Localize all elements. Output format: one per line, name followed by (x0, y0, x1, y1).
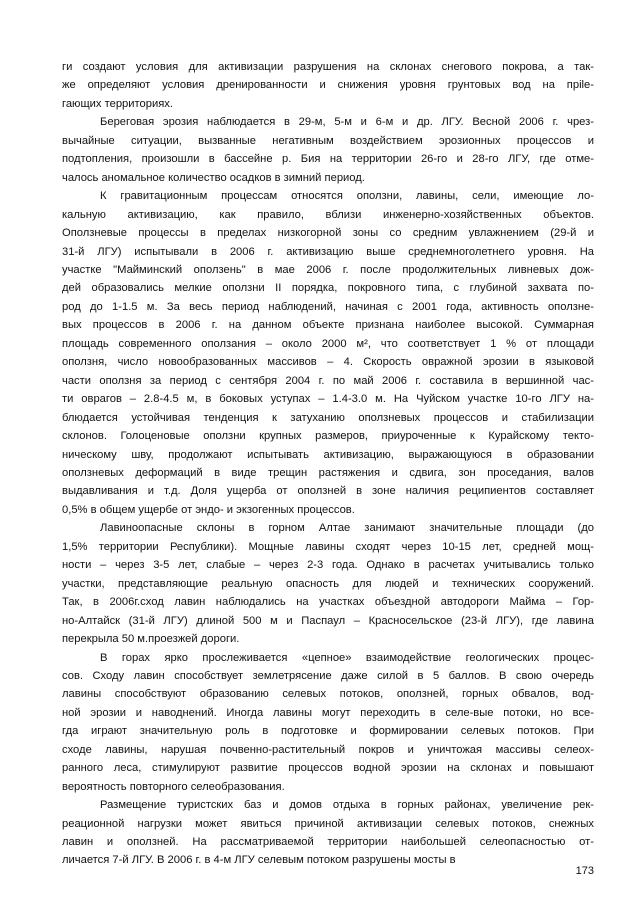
text-line: ти оврагов – 2.8-4.5 м, в боковых уступах – 1.4-3.0 м. На Чуйском участке 10-го ЛГУ на- (62, 393, 594, 406)
text-line: 1,5% территории Республики). Мощные лавины сходят через 10-15 лет, средней мощ- (62, 540, 594, 553)
text-line: оползневых деформаций в виде трещин растяжения и сдвига, зон проседания, валов (62, 466, 594, 479)
text-line: 31-й ЛГУ) испытывали в 2006 г. активизацию выше среднемноголетнего уровня. На (62, 245, 594, 258)
text-line: Размещение туристских баз и домов отдыха в горных районах, увеличение рек- (100, 799, 594, 812)
text-line: лавины способствуют образованию селевых потоков, оползней, горных обвалов, вод- (62, 688, 594, 701)
text-line: участки, представляющие реальную опасность для людей и технических сооружений. (62, 577, 594, 590)
text-line: Береговая эрозия наблюдается в 29-м, 5-м и 6-м и др. ЛГУ. Весной 2006 г. чрез- (100, 116, 594, 129)
text-line: подтопления, произошли в бассейне р. Бия на территории 26-го и 28-го ЛГУ, где отме- (62, 153, 594, 166)
body-text (62, 58, 594, 870)
text-line: К гравитационным процессам относятся оползни, лавины, сели, имеющие ло- (100, 190, 594, 203)
text-line: Так, в 2006г.сход лавин наблюдались на участках объездной автодороги Майма – Гор- (62, 596, 594, 609)
text-line: блюдается устойчивая тенденция к затуханию оползневых процессов и стабилизации (62, 411, 594, 424)
text-line: склонов. Голоценовые оползни крупных размеров, приуроченные к Курайскому текто- (62, 430, 594, 443)
text-line: площадь современного оползания – около 2000 м², что соответствует 1 % от площади (62, 337, 594, 350)
text-line: лавин и оползней. На рассматриваемой территории наибольшей селеопасностью от- (62, 836, 594, 849)
text-line: вых процессов в 2006 г. на данном объекте признана наиболее высокой. Суммарная (62, 319, 594, 332)
text-line: кальную активизацию, как правило, вблизи инженерно-хозяйственных объектов. (62, 208, 594, 221)
text-line: реационной нагрузки может явиться причиной активизации селевых потоков, снежных (62, 817, 594, 830)
text-line: ности – через 3-5 лет, слабые – через 2-3 года. Однако в расчетах учитывались только (62, 559, 594, 572)
text-line: ной эрозии и наводнений. Иногда лавины могут переходить в селе-вые потоки, но все- (62, 706, 594, 719)
text-line: но-Алтайск (31-й ЛГУ) длиной 500 м и Паспаул – Красносельское (23-й ЛГУ), где лавина (62, 614, 594, 627)
text-line: 0,5% в общем ущербе от эндо- и экзогенных процессов. (62, 503, 355, 516)
text-line: ги создают условия для активизации разрушения на склонах снегового покрова, а так- (62, 61, 594, 73)
text-line: вероятность повторного селеобразования. (62, 780, 285, 793)
page-number: 173 (575, 865, 594, 877)
text-line: Лавиноопасные склоны в горном Алтае занимают значительные площади (до (100, 522, 594, 535)
text-line: чалось аномальное количество осадков в зимний период. (62, 171, 365, 184)
text-line: дей образовались мелкие оползни II порядка, покровного типа, с глубиной захвата по- (62, 282, 594, 295)
text-line: сов. Сходу лавин способствует землетрясение даже силой в 5 баллов. В свою очередь (62, 669, 594, 682)
text-line: В горах ярко прослеживается «цепное» взаимодействие геологических процес- (100, 651, 594, 664)
text-line: гда играют значительную роль в подготовке и формировании селевых потоков. При (62, 725, 594, 738)
text-line: же определяют условия дренированности и снижения уровня грунтовых вод на прile- (62, 79, 594, 92)
text-line: участке "Майминский оползень" в мае 2006 г. после продолжительных ливневых дож- (62, 263, 594, 276)
text-line: гающих территориях. (62, 97, 173, 110)
text-line: части оползня за период с сентября 2004 г. по май 2006 г. составила в вершинной час- (62, 374, 594, 387)
text-line: вычайные ситуации, вызванные негативным воздействием эрозионных процессов и (62, 134, 594, 147)
text-line: ранного леса, стимулируют развитие процессов водной эрозии на склонах и повышают (62, 762, 594, 775)
text-line: оползня, число новообразованных массивов – 4. Скорость овражной эрозии в языковой (62, 356, 594, 369)
text-line: выдавливания и т.д. Доля ущерба от оползней в зоне наличия реципиентов составляет (62, 485, 594, 498)
text-line: Оползневые процессы в пределах низкогорной зоны со средним увлажнением (29-й и (62, 227, 594, 240)
text-line: перекрыла 50 м.проезжей дороги. (62, 633, 240, 646)
text-line: ническому шву, продолжают испытывать активизацию, выражающуюся в образовании (62, 448, 594, 461)
text-line: род до 1-1.5 м. За весь период наблюдений, начиная с 2001 года, активность оползне- (62, 300, 594, 313)
text-line: сходе лавины, нарушая почвенно-растительный покров и уничтожая массивы селеох- (62, 743, 594, 756)
text-line: личается 7-й ЛГУ. В 2006 г. в 4-м ЛГУ селевым потоком разрушены мосты в (62, 854, 456, 867)
